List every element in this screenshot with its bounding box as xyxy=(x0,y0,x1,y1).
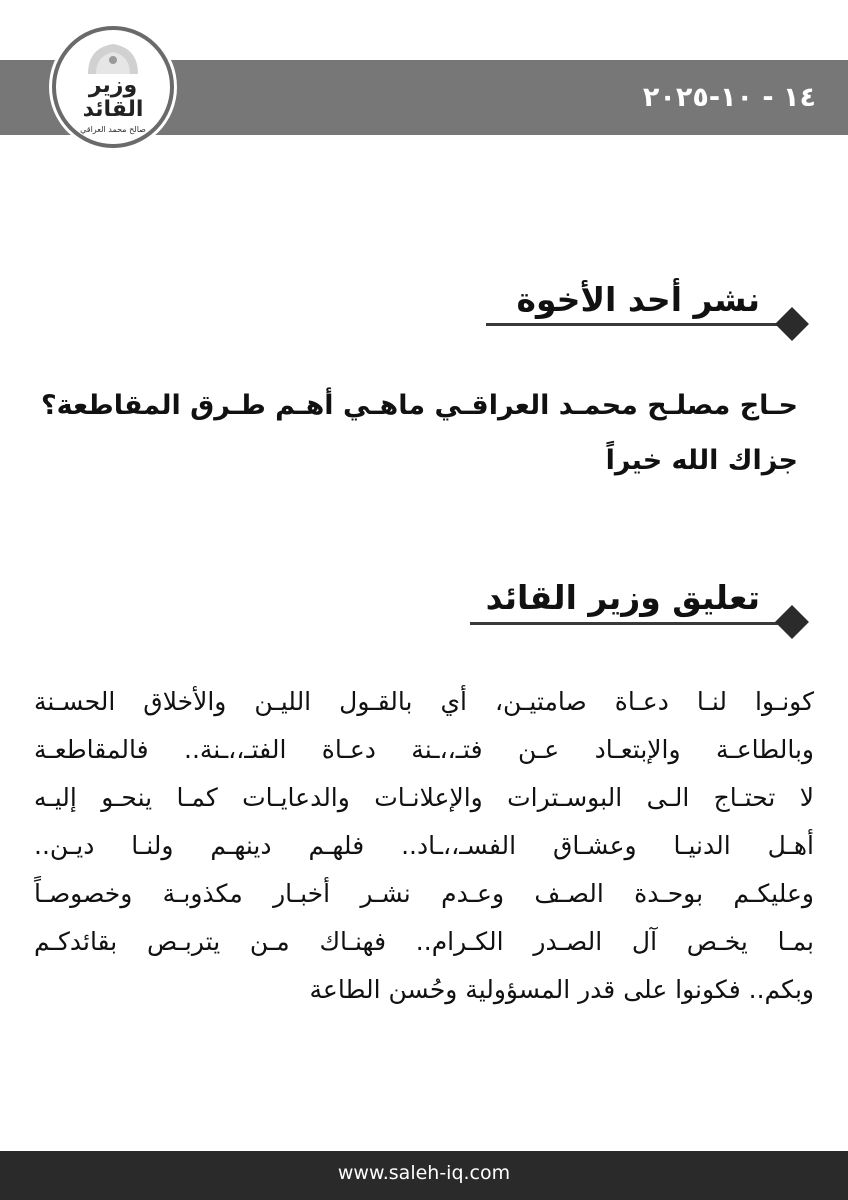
logo-word-2: القائد xyxy=(82,97,144,122)
footer-url-link[interactable]: www.saleh-iq.com xyxy=(337,1162,511,1184)
post-diamond-icon xyxy=(775,307,809,341)
comment-title-underline xyxy=(470,622,782,625)
date-label: ١٤ - ١٠-٢٠٢٥ xyxy=(642,82,816,113)
post-section-title: نشر أحد الأخوة xyxy=(516,280,760,319)
comment-section-title: تعليق وزير القائد xyxy=(485,578,760,617)
question-line: جزاك الله خيراً xyxy=(605,445,798,476)
logo-word-1: وزير xyxy=(88,73,138,98)
comment-line: بمـا يخـص آل الصـدر الكـرام.. فهنـاك مـن يتربـص بقائدكـم xyxy=(34,927,814,956)
comment-line: وبالطاعـة والإبتعـاد عـن فتـ،،ـنة دعـاة الفتـ،،ـنة.. فالمقاطعـة xyxy=(34,735,814,764)
question-text xyxy=(38,378,798,488)
post-title-underline xyxy=(486,323,782,326)
comment-line: كونـوا لنـا دعـاة صامتيـن، أي بالقـول الليـن والأخلاق الحسـنة xyxy=(34,687,814,716)
logo-emblem xyxy=(56,30,170,144)
comment-line: لا تحتـاج الـى البوسـترات والإعلانـات والدعايـات كمـا ينحـو إليـه xyxy=(34,783,814,812)
comment-line: وعليكـم بوحـدة الصـف وعـدم نشـر أخبـار مكذوبـة وخصوصـاً xyxy=(34,879,814,908)
comment-diamond-icon xyxy=(775,605,809,639)
comment-line: وبكم.. فكونوا على قدر المسؤولية وحُسن الطاعة xyxy=(309,975,814,1004)
logo-caption: صالح محمد العراقي xyxy=(80,125,146,134)
footer-band xyxy=(0,1151,848,1200)
question-line: حـاج مصلـح محمـد العراقـي ماهـي أهـم طـرق المقاطعة؟ xyxy=(41,390,798,421)
comment-line: أهـل الدنيـا وعشـاق الفسـ،،ـاد.. فلهـم دينهـم ولنـا ديـن.. xyxy=(34,831,814,860)
logo xyxy=(52,26,174,148)
arch-ornament xyxy=(109,56,117,64)
comment-body xyxy=(34,678,814,1014)
